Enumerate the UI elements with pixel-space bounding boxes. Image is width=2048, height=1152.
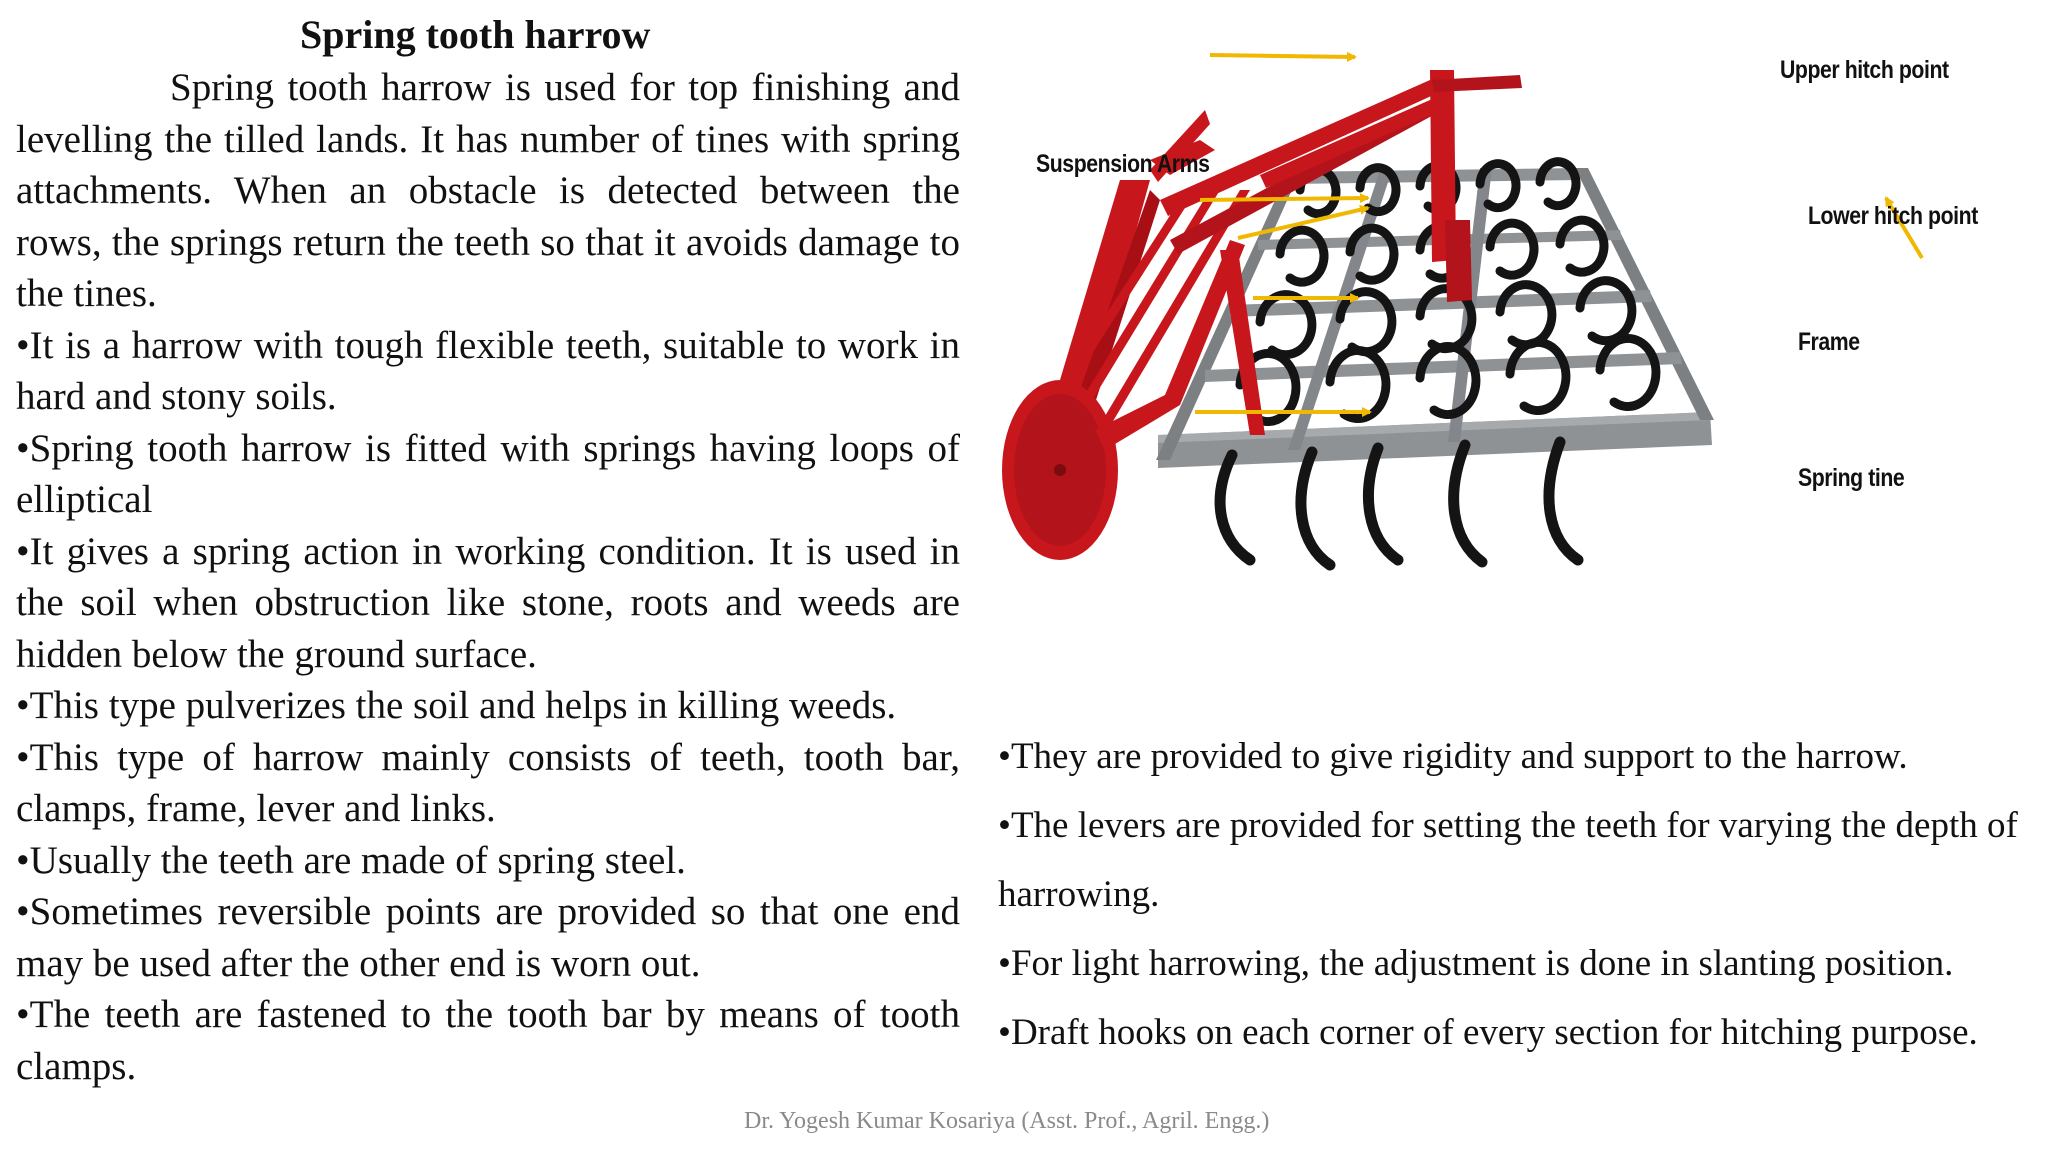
harrow-illustration — [1000, 40, 2040, 640]
left-bullet: •Usually the teeth are made of spring steel. — [16, 838, 686, 882]
left-bullet: •Sometimes reversible points are provided so that one end may be used after the other end is worn out. — [16, 890, 960, 985]
lower-hitch-arrow-a — [1200, 198, 1368, 200]
lower-hitch-label: Lower hitch point — [1808, 202, 1978, 230]
left-bullet: •Spring tooth harrow is fitted with springs having loops of elliptical — [16, 426, 960, 521]
author-footer: Dr. Yogesh Kumar Kosariya (Asst. Prof., Agril. Engg.) — [744, 1108, 1270, 1134]
right-bullet: •For light harrowing, the adjustment is done in slanting position. — [998, 943, 1954, 984]
description-column — [16, 62, 960, 1092]
left-bullet: •This type pulverizes the soil and helps in killing weeds. — [16, 684, 897, 727]
left-bullet: •It gives a spring action in working condition. It is used in the soil when obstruction like stone, roots and weeds are hidden below the ground surface. — [16, 529, 960, 676]
left-bullet: •It is a harrow with tough flexible teeth, suitable to work in hard and stony soils. — [16, 323, 960, 418]
right-bullet: •They are provided to give rigidity and support to the harrow. — [998, 736, 1908, 777]
slide-title: Spring tooth harrow — [300, 12, 651, 57]
left-bullet: •This type of harrow mainly consists of teeth, tooth bar, clamps, frame, lever and links. — [16, 735, 960, 830]
harrow-figure — [1000, 40, 2040, 640]
notes-column — [998, 722, 2038, 1067]
spring-tine-label: Spring tine — [1798, 464, 1905, 492]
intro-paragraph: Spring tooth harrow is used for top finishing and levelling the tilled lands. It has number of tines with spring attachments. When an obstacle is detected between the rows, the springs return the teeth so that it avoids damage to the tines. — [16, 66, 960, 315]
left-bullet: •The teeth are fastened to the tooth bar by means of tooth clamps. — [16, 993, 960, 1088]
upper-hitch-arrow — [1210, 55, 1355, 57]
right-bullet: •Draft hooks on each corner of every section for hitching purpose. — [998, 1012, 1978, 1053]
frame-label: Frame — [1798, 328, 1860, 356]
suspension-arms-label: Suspension Arms — [1036, 150, 1210, 178]
right-bullet: •The levers are provided for setting the teeth for varying the depth of harrowing. — [998, 805, 2018, 915]
upper-hitch-label: Upper hitch point — [1780, 56, 1949, 84]
